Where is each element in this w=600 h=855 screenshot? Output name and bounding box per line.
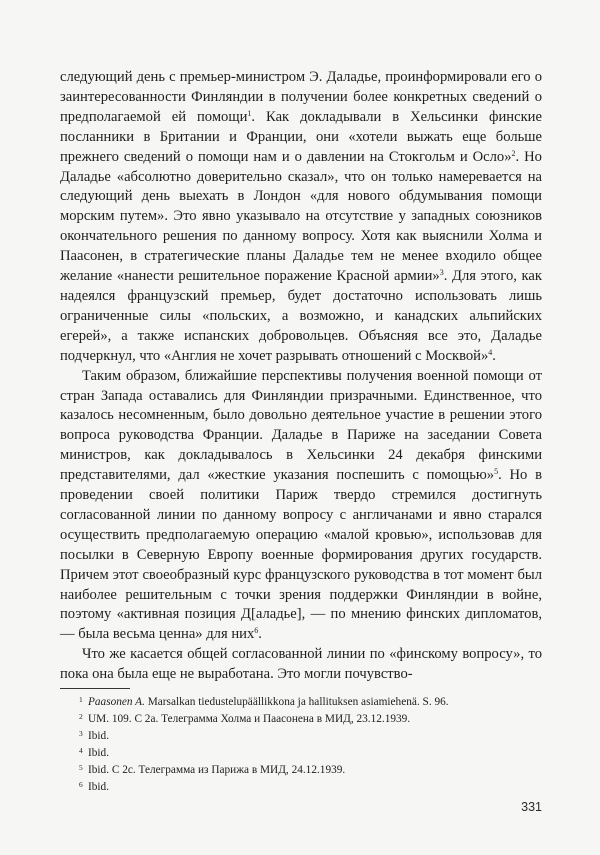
footnotes xyxy=(60,694,542,796)
text-run: Таким образом, ближайшие перспективы получения военной помощи от стран Запада оставались для Финляндии призрачными. Единственное, что казалось несомненным, было довольно деятельное участие в решении этого вопроса руководства Франции. Даладье в Париже на заседании Совета министров, как докладывалось в Хельсинки 24 декабря финскими представителями, дал «жесткие указания поспешить с помощью» xyxy=(60,367,542,484)
text-run: следующий день с премьер-министром Э. Даладье, проинформировали его о заинтересованности Финляндии в получении более конкретных сведений о предполагаемой ей помощи xyxy=(60,69,542,125)
footnote-ref-4[interactable]: 4 xyxy=(488,347,493,357)
text-run: . Для этого, как надеялся французский премьер, будет достаточно использовать лишь ограниченные силы «польских, а возможно, и канадских альпийских егерей», а также испанских добровольцев. Объясняя все это, Даладье подчеркнул, что «Англия не хочет разрывать отношений с Москвой» xyxy=(60,268,542,364)
footnote-text: Ibid. C 2c. Телеграмма из Парижа в МИД, 24.12.1939. xyxy=(88,764,346,776)
text-run: . Но в проведении своей политики Париж твердо стремился достигнуть согласованной линии по данному вопросу с англичанами и явно старался осуществить предполагаемую операцию «малой кровью», использовав для посылки в Северную Европу военные формирования других государств. Причем этот своеобразный курс французского руководства в тот момент был наиболее решительным с точки зрения поддержки Финляндии в войне, поэтому «активная позиция Д[аладье], — по мнению финских дипломатов, — была весьма ценна» для них xyxy=(60,467,542,643)
footnote-ref-2[interactable]: 2 xyxy=(511,148,516,158)
text-run: . xyxy=(492,347,496,364)
footnote-4 xyxy=(60,745,542,762)
footnote-2 xyxy=(60,711,542,728)
text-run: Что же касается общей согласованной линии по «финскому вопросу», то пока она была еще не выработана. Это могли почувство- xyxy=(60,646,542,683)
text-run: . Как докладывали в Хельсинки финские посланники в Британии и Франции, они «хотели выжать еще больше прежнего сведений о помощи нам и о давлении на Стокгольм и Осло» xyxy=(60,108,542,165)
footnote-ref-5[interactable]: 5 xyxy=(494,467,499,477)
footnote-text: Ibid. xyxy=(88,730,110,742)
paragraph-3 xyxy=(60,645,542,685)
footnote-ref-3[interactable]: 3 xyxy=(439,268,444,278)
footnote-5 xyxy=(60,762,542,779)
footnote-author: Paasonen A. xyxy=(88,696,145,708)
footnote-ref-6[interactable]: 6 xyxy=(254,626,259,636)
paragraph-1 xyxy=(60,68,542,367)
footnote-ref-1[interactable]: 1 xyxy=(247,108,252,118)
text-run: . xyxy=(258,626,262,643)
footnote-number: 3 xyxy=(79,729,83,738)
footnote-6 xyxy=(60,779,542,796)
paragraph-2 xyxy=(60,367,542,646)
main-text xyxy=(60,68,542,685)
footnote-text: UM. 109. C 2a. Телеграмма Холма и Паасонена в МИД, 23.12.1939. xyxy=(88,713,411,725)
footnote-number: 4 xyxy=(79,746,83,755)
page-number: 331 xyxy=(521,800,542,814)
text-run: . Но Даладье «абсолютно доверительно сказал», что он только намеревается на следующий день выехать в Лондон «для нового обдумывания помощи морским путем». Это явно указывало на отсутствие у западных союзников окончательного решения по данному вопросу. Хотя как выяснили Холма и Паасонен, в стратегические планы Даладье тем не менее входило общее желание «нанести решительное поражение Красной армии» xyxy=(60,148,542,285)
footnote-separator xyxy=(60,688,130,689)
footnote-number: 2 xyxy=(79,712,83,721)
footnote-3 xyxy=(60,728,542,745)
footnote-1 xyxy=(60,694,542,711)
footnote-number: 5 xyxy=(79,763,83,772)
footnote-text: Ibid. xyxy=(88,781,110,793)
footnote-text: Marsalkan tiedustelupäällikkona ja hallituksen asiamiehenä. S. 96. xyxy=(144,696,449,708)
footnote-number: 6 xyxy=(79,780,83,789)
footnote-number: 1 xyxy=(79,695,83,704)
footnote-text: Ibid. xyxy=(88,747,110,759)
